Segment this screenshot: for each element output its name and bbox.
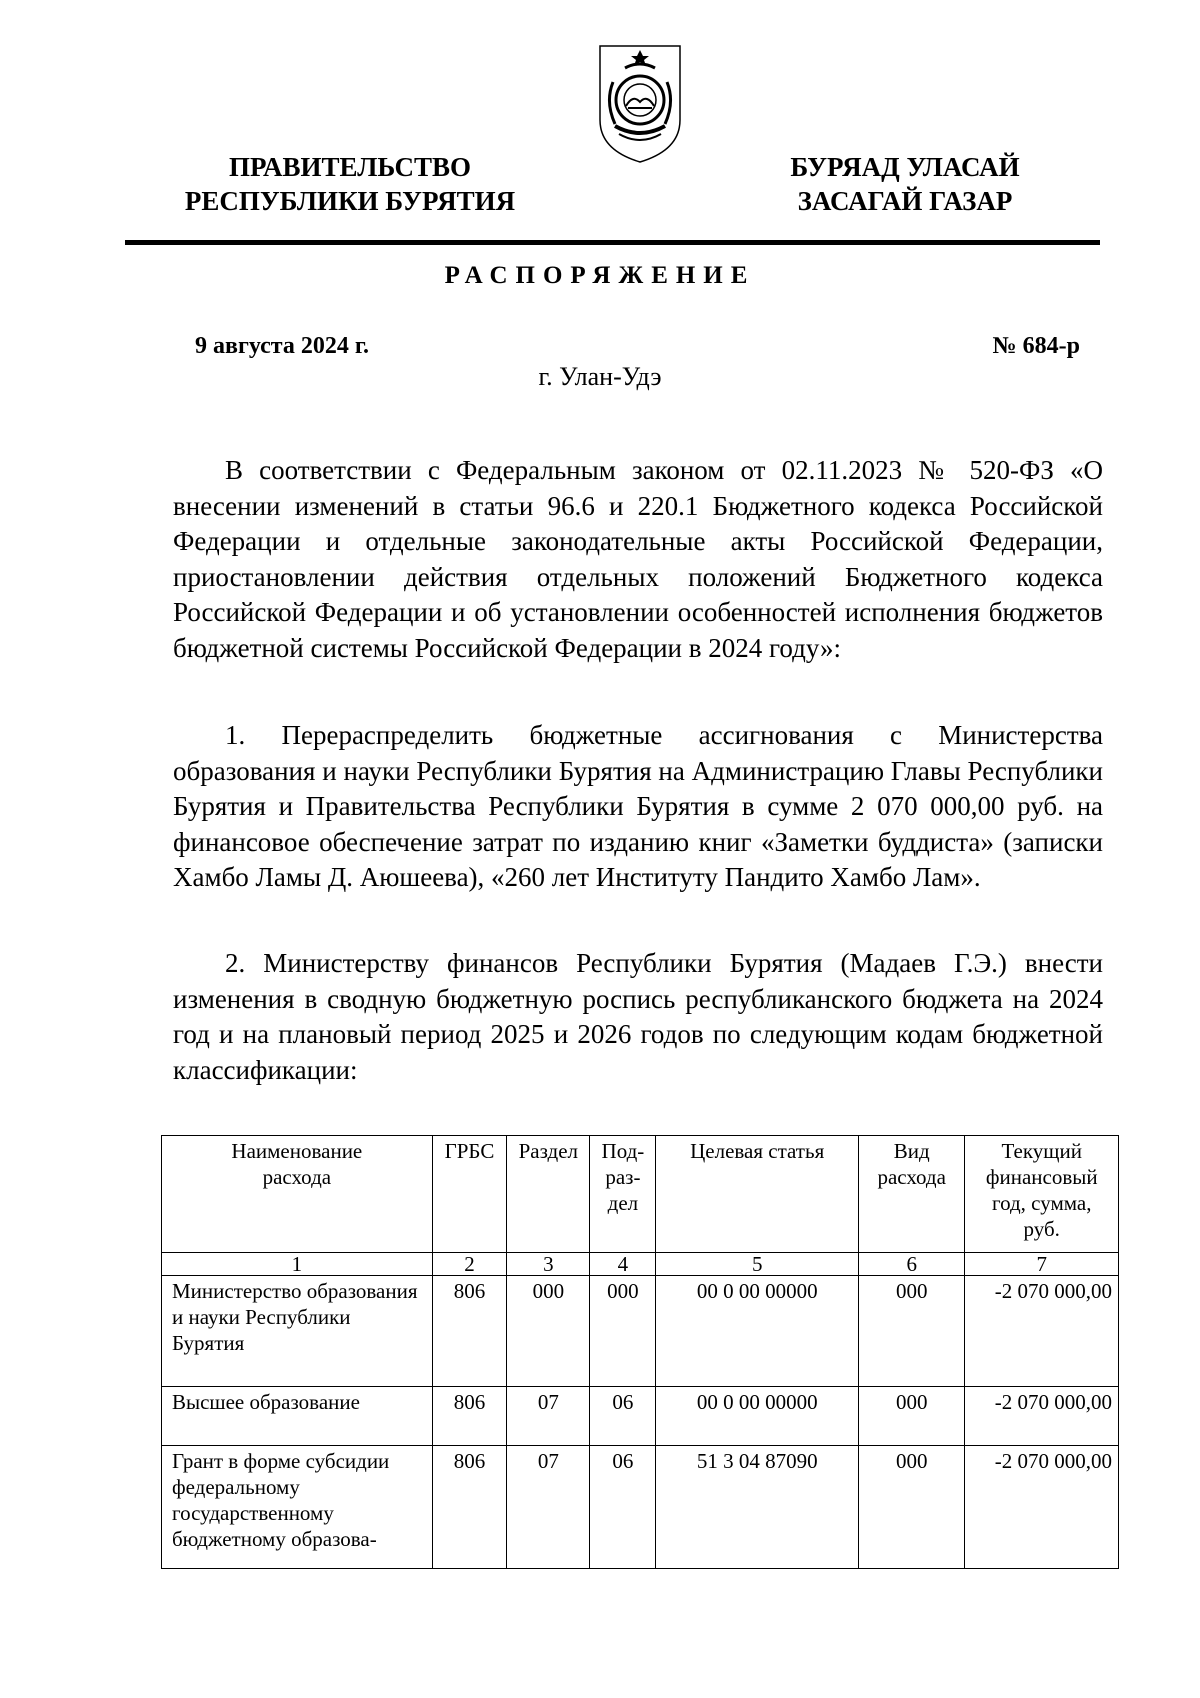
document-date: 9 августа 2024 г. xyxy=(195,333,370,359)
col-header-subsection: Под- раз- дел xyxy=(590,1136,656,1253)
cell-kind: 000 xyxy=(858,1387,965,1446)
col-number: 1 xyxy=(162,1253,433,1276)
col-header-name: Наименование расхода xyxy=(162,1136,433,1253)
cell-sum: -2 070 000,00 xyxy=(965,1276,1119,1387)
document-type: РАСПОРЯЖЕНИЕ xyxy=(444,262,756,289)
org-name-russian: ПРАВИТЕЛЬСТВО РЕСПУБЛИКИ БУРЯТИЯ xyxy=(184,152,516,216)
cell-grbs: 806 xyxy=(432,1276,507,1387)
col-header-section: Раздел xyxy=(507,1136,590,1253)
table-row xyxy=(162,1446,1119,1569)
coat-of-arms-icon xyxy=(595,42,685,164)
cell-kind: 000 xyxy=(858,1276,965,1387)
item-1-paragraph: 1. Перераспределить бюджетные ассигнования с Министерства образования и науки Республики Бурятия на Администрацию Главы Республики Бурятия и Правительства Республики Бурятия в сумме 2 070 000,00 руб. на финансовое обеспечение затрат по изданию книг «Заметки буддиста» (записки Хамбо Ламы Д. Аюшеева), «260 лет Институту Пандито Хамбо Лам». xyxy=(173,720,1103,892)
intro-paragraph: В соответствии с Федеральным законом от 02.11.2023 № 520-ФЗ «О внесении изменений в статьи 96.6 и 220.1 Бюджетного кодекса Российской Федерации и отдельные законодательные акты Российской Федерации, приостановлении действия отдельных положений Бюджетного кодекса Российской Федерации и об установлении особенностей исполнения бюджетов бюджетной системы Российской Федерации в 2024 году»: xyxy=(173,455,1103,663)
cell-sum: -2 070 000,00 xyxy=(965,1446,1119,1569)
cell-sum: -2 070 000,00 xyxy=(965,1387,1119,1446)
cell-name: Министерство образования и науки Республики Бурятия xyxy=(162,1276,433,1387)
col-number: 3 xyxy=(507,1253,590,1276)
cell-name: Грант в форме субсидии федеральному государственному бюджетному образова- xyxy=(162,1446,433,1569)
cell-target: 00 0 00 00000 xyxy=(656,1387,858,1446)
budget-classification-table xyxy=(161,1135,1119,1569)
cell-section: 07 xyxy=(507,1387,590,1446)
cell-kind: 000 xyxy=(858,1446,965,1569)
cell-section: 000 xyxy=(507,1276,590,1387)
org-name-buryat: БУРЯАД УЛАСАЙ ЗАСАГАЙ ГАЗАР xyxy=(790,152,1020,216)
table-row xyxy=(162,1276,1119,1387)
header-divider xyxy=(125,240,1100,245)
table-row xyxy=(162,1387,1119,1446)
col-number: 4 xyxy=(590,1253,656,1276)
col-number: 2 xyxy=(432,1253,507,1276)
col-number: 7 xyxy=(965,1253,1119,1276)
item-2-paragraph: 2. Министерству финансов Республики Бурятия (Мадаев Г.Э.) внести изменения в сводную бюджетную роспись республиканского бюджета на 2024 год и на плановый период 2025 и 2026 годов по следующим кодам бюджетной классификации: xyxy=(173,948,1103,1085)
cell-grbs: 806 xyxy=(432,1387,507,1446)
table-header-row xyxy=(162,1136,1119,1253)
col-header-sum: Текущий финансовый год, сумма, руб. xyxy=(965,1136,1119,1253)
document-city: г. Улан-Удэ xyxy=(538,362,662,391)
cell-subsection: 000 xyxy=(590,1276,656,1387)
document-number: № 684-р xyxy=(992,333,1080,359)
col-header-kind: Вид расхода xyxy=(858,1136,965,1253)
col-header-grbs: ГРБС xyxy=(432,1136,507,1253)
cell-subsection: 06 xyxy=(590,1446,656,1569)
col-number: 6 xyxy=(858,1253,965,1276)
cell-target: 00 0 00 00000 xyxy=(656,1276,858,1387)
col-header-target: Целевая статья xyxy=(656,1136,858,1253)
table-column-numbers-row xyxy=(162,1253,1119,1276)
cell-grbs: 806 xyxy=(432,1446,507,1569)
cell-name: Высшее образование xyxy=(162,1387,433,1446)
cell-target: 51 3 04 87090 xyxy=(656,1446,858,1569)
cell-section: 07 xyxy=(507,1446,590,1569)
cell-subsection: 06 xyxy=(590,1387,656,1446)
col-number: 5 xyxy=(656,1253,858,1276)
